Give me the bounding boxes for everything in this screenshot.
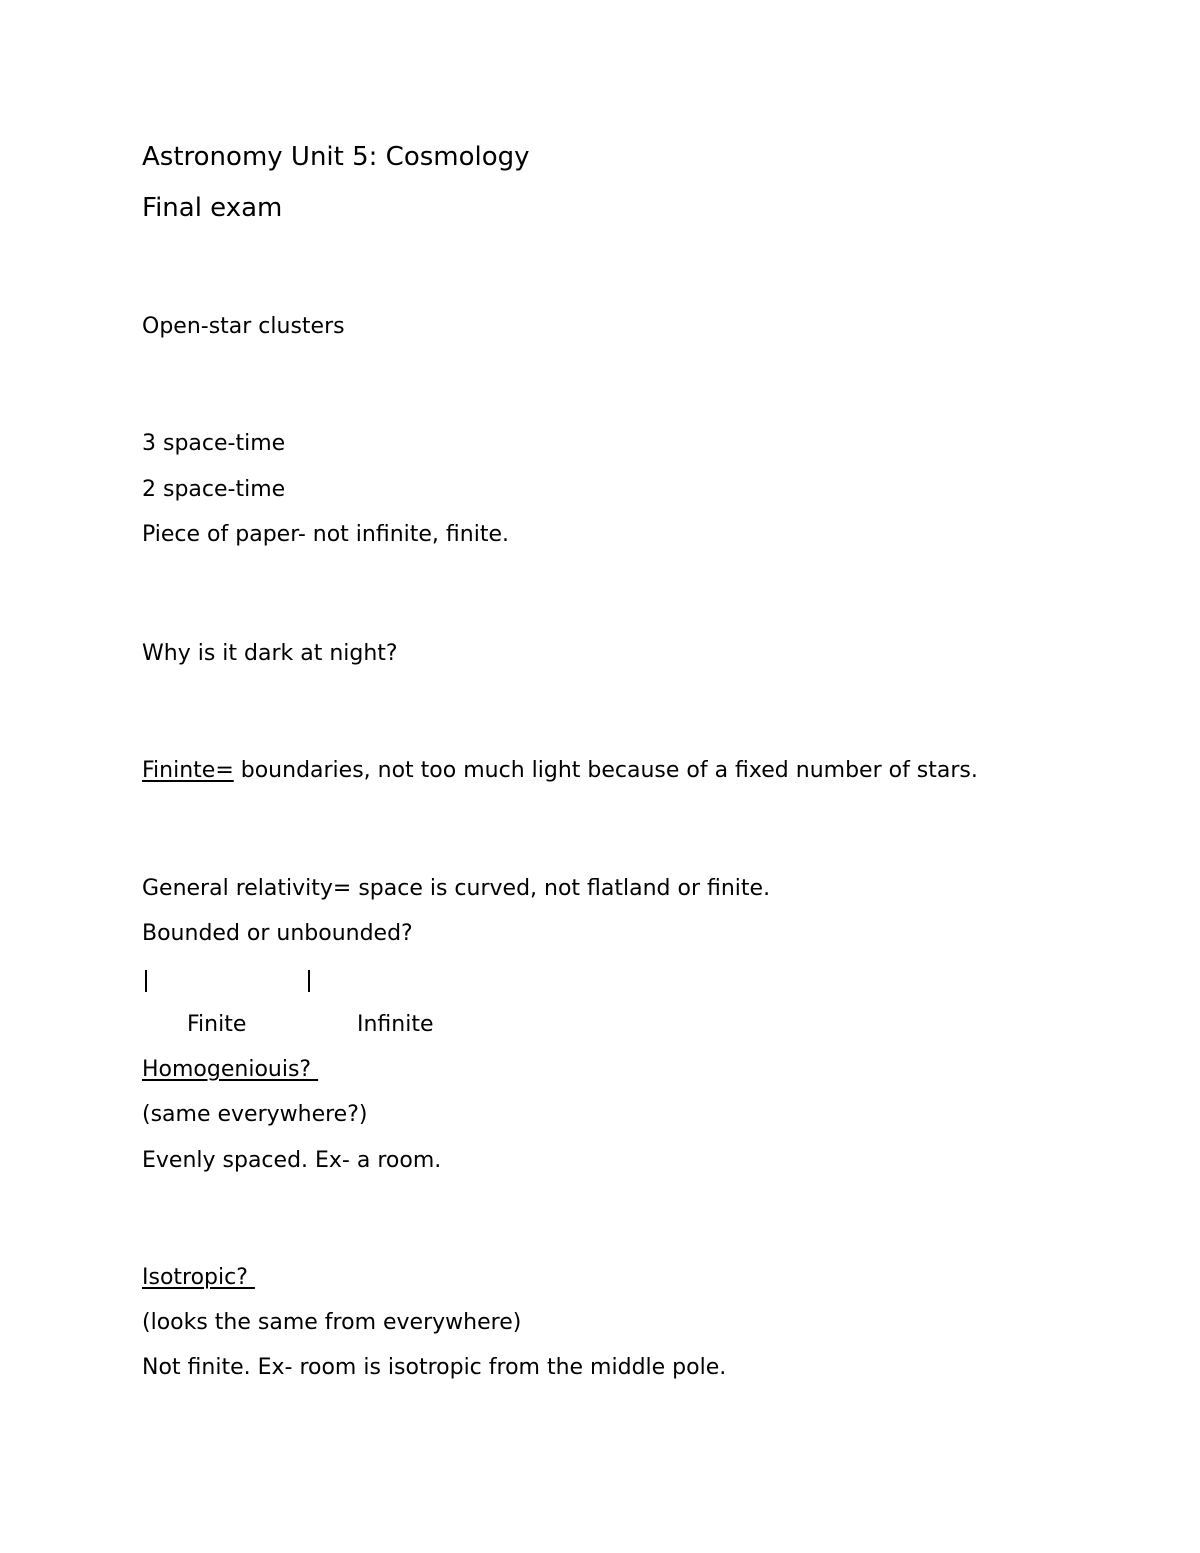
- note-homogeneous-example: Evenly spaced. Ex- a room.: [142, 1148, 442, 1173]
- document-subtitle: Final exam: [142, 193, 283, 223]
- note-2-space-time: 2 space-time: [142, 477, 286, 502]
- note-isotropic-definition: (looks the same from everywhere): [142, 1310, 522, 1335]
- note-open-star-clusters: Open-star clusters: [142, 314, 345, 339]
- note-piece-of-paper: Piece of paper- not infinite, finite.: [142, 522, 509, 547]
- document-title: Astronomy Unit 5: Cosmology: [142, 142, 530, 172]
- scale-left-tick: [145, 970, 147, 992]
- note-isotropic-term: [142, 1265, 255, 1291]
- finite-text: boundaries, not too much light because of a fixed number of stars.: [233, 758, 978, 783]
- homogeneous-term: Homogeniouis?: [142, 1057, 319, 1082]
- note-isotropic-example: Not finite. Ex- room is isotropic from the middle pole.: [142, 1355, 727, 1380]
- scale-label-infinite: Infinite: [357, 1012, 434, 1037]
- isotropic-term: Isotropic?: [142, 1265, 255, 1290]
- note-3-space-time: 3 space-time: [142, 431, 286, 456]
- note-bounded-question: Bounded or unbounded?: [142, 921, 413, 946]
- note-dark-at-night-question: Why is it dark at night?: [142, 641, 398, 666]
- scale-right-tick: [308, 970, 310, 992]
- note-homogeneous-term: [142, 1057, 318, 1083]
- scale-label-finite: Finite: [187, 1012, 247, 1037]
- note-homogeneous-definition: (same everywhere?): [142, 1102, 368, 1127]
- finite-term: Fininte=: [142, 758, 234, 783]
- note-general-relativity: General relativity= space is curved, not flatland or finite.: [142, 876, 771, 901]
- note-finite-definition: [142, 758, 978, 784]
